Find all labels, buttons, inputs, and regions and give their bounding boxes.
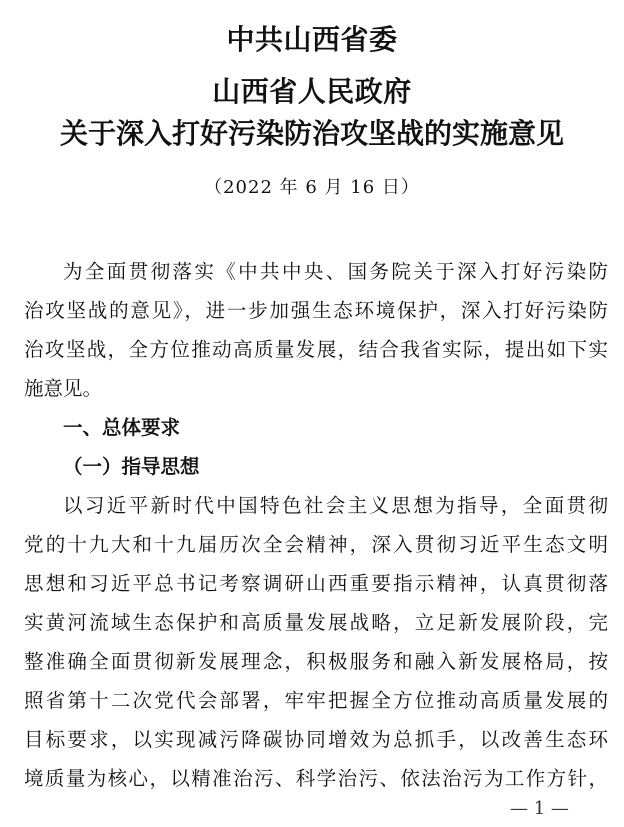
page-number: — 1 — xyxy=(510,798,569,819)
intro-line: 施意见。 xyxy=(24,377,103,400)
body-line: 思想和习近平总书记考察调研山西重要指示精神，认真贯彻落 xyxy=(24,572,608,595)
body-line: 境质量为核心，以精准治污、科学治污、依法治污为工作方针， xyxy=(24,767,608,790)
document-date: （2022 年 6 月 16 日） xyxy=(204,177,420,198)
body-line: 实黄河流域生态保护和高质量发展战略，立足新发展阶段，完 xyxy=(24,611,608,634)
document-title: 关于深入打好污染防治攻坚战的实施意见 xyxy=(59,117,564,150)
intro-line: 治攻坚战的意见》，进一步加强生态环境保护，深入打好污染防 xyxy=(24,299,608,322)
body-line: 党的十九大和十九届历次全会精神，深入贯彻习近平生态文明 xyxy=(24,533,608,556)
intro-line: 为全面贯彻落实《中共中央、国务院关于深入打好污染防 xyxy=(63,260,608,283)
subsection-heading: （一）指导思想 xyxy=(63,455,200,478)
section-heading: 一、总体要求 xyxy=(63,416,181,439)
title-issuer-party: 中共山西省委 xyxy=(226,23,398,56)
body-line: 整准确全面贯彻新发展理念，积极服务和融入新发展格局，按 xyxy=(24,650,608,673)
body-line: 以习近平新时代中国特色社会主义思想为指导，全面贯彻 xyxy=(63,494,608,517)
intro-line: 治攻坚战，全方位推动高质量发展，结合我省实际，提出如下实 xyxy=(24,338,608,361)
title-issuer-government: 山西省人民政府 xyxy=(212,75,412,108)
body-line: 照省第十二次党代会部署，牢牢把握全方位推动高质量发展的 xyxy=(24,689,608,712)
body-line: 目标要求，以实现减污降碳协同增效为总抓手，以改善生态环 xyxy=(24,728,608,751)
